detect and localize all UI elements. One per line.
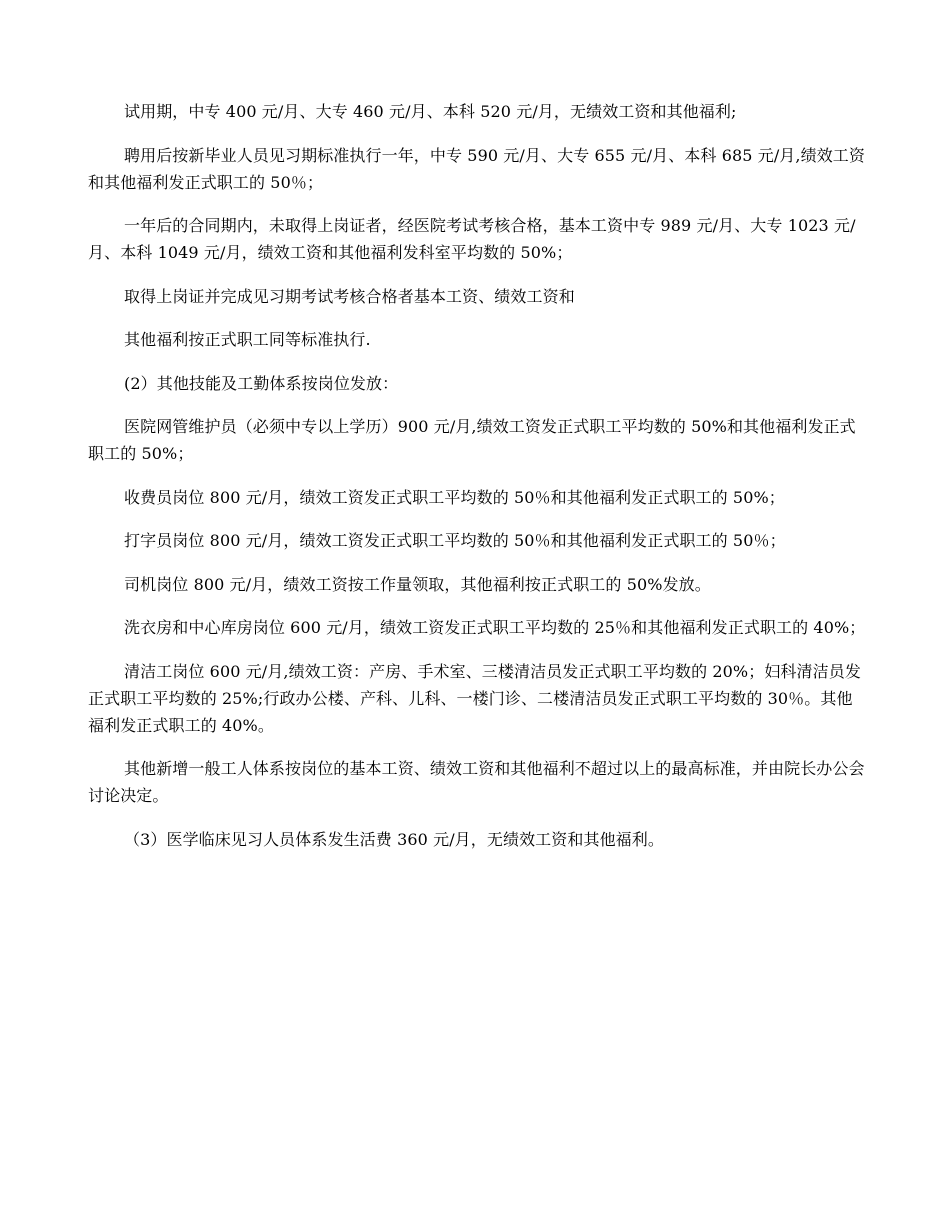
paragraph-certified-cont: 其他福利按正式职工同等标准执行. (124, 330, 371, 349)
paragraph-network-admin: 医院网管维护员（必须中专以上学历）900 元/月,绩效工资发正式职工平均数的 50%和其他福利发正式职工的 50%； (88, 417, 856, 463)
paragraph-other-workers: 其他新增一般工人体系按岗位的基本工资、绩效工资和其他福利不超过以上的最高标准，并由院长办公会讨论决定。 (88, 759, 865, 805)
paragraph-laundry: 洗衣房和中心库房岗位 600 元/月，绩效工资发正式职工平均数的 25％和其他福利发正式职工的 40%； (124, 618, 866, 637)
paragraph-driver: 司机岗位 800 元/月，绩效工资按工作量领取，其他福利按正式职工的 50%发放。 (124, 574, 711, 594)
paragraph-contract-period: 一年后的合同期内，未取得上岗证者，经医院考试考核合格，基本工资中专 989 元/月、大专 1023 元/月、本科 1049 元/月，绩效工资和其他福利发科室平均数的 50%； (88, 216, 856, 262)
paragraph-certified: 取得上岗证并完成见习期考试考核合格者基本工资、绩效工资和 (124, 286, 575, 306)
document-page (88, 98, 868, 869)
paragraph-cashier: 收费员岗位 800 元/月，绩效工资发正式职工平均数的 50％和其他福利发正式职工的 50%； (124, 487, 785, 507)
paragraph-typist: 打字员岗位 800 元/月，绩效工资发正式职工平均数的 50％和其他福利发正式职工的 50％； (124, 531, 786, 550)
paragraph-internship: 聘用后按新毕业人员见习期标准执行一年，中专 590 元/月、大专 655 元/月、本科 685 元/月,绩效工资和其他福利发正式职工的 50％； (88, 145, 865, 192)
paragraph-cleaner: 清洁工岗位 600 元/月,绩效工资：产房、手术室、三楼清洁员发正式职工平均数的 20%；妇科清洁员发正式职工平均数的 25%;行政办公楼、产科、儿科、一楼门诊、二楼清洁员发正式职工平均数的 30％。其他福利发正式职工的 40%。 (88, 661, 861, 735)
paragraph-section-2: (2）其他技能及工勤体系按岗位发放： (124, 373, 399, 393)
paragraph-section-3: （3）医学临床见习人员体系发生活费 360 元/月，无绩效工资和其他福利。 (124, 829, 664, 849)
paragraph-probation: 试用期，中专 400 元/月、大专 460 元/月、本科 520 元/月，无绩效工资和其他福利; (124, 102, 737, 121)
